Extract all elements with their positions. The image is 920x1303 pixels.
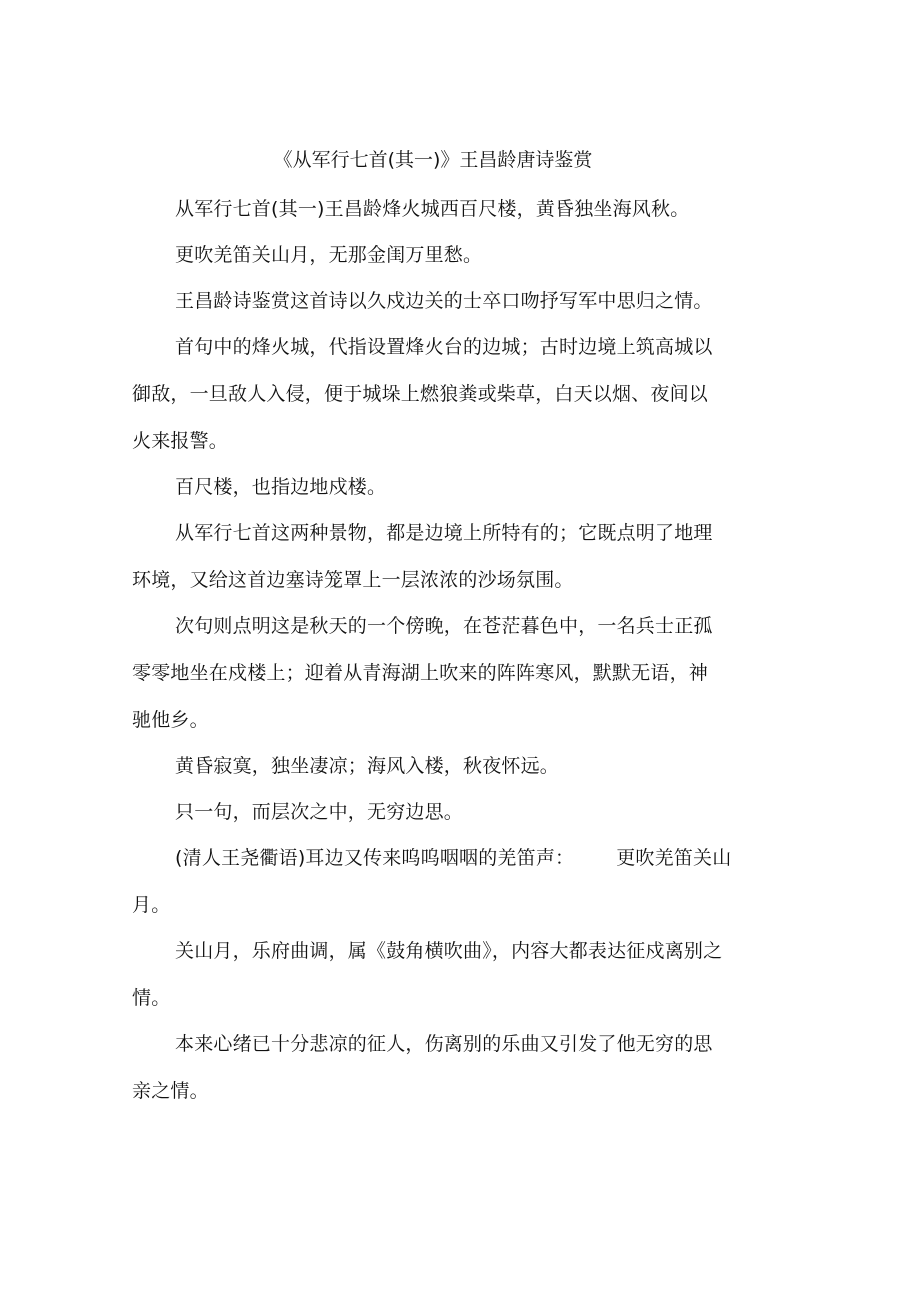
document-title: 《从军行七首(其一)》王昌龄唐诗鉴赏 <box>273 149 593 171</box>
paragraph-12 <box>132 1029 732 1106</box>
paragraph-line: 御敌，一旦敌人入侵，便于城垛上燃狼粪或柴草，白天以烟、夜间以 <box>132 383 709 405</box>
paragraph-line: 火来报警。 <box>132 430 229 452</box>
paragraph-line: 零零地坐在戍楼上；迎着从青海湖上吹来的阵阵寒风，默默无语，神 <box>132 662 709 684</box>
paragraph-line: 从军行七首这两种景物，都是边境上所特有的；它既点明了地理 <box>175 522 713 544</box>
paragraph-line: 次句则点明这是秋天的一个傍晚，在苍茫暮色中，一名兵士正孤 <box>175 615 713 637</box>
paragraph-line: 月。 <box>132 894 171 916</box>
paragraph-line <box>132 843 732 873</box>
paragraph-line: 更吹羌笛关山月，无那金闺万里愁。 <box>175 244 483 266</box>
paragraph-line: 亲之情。 <box>132 1080 209 1102</box>
paragraph-text: (清人王尧衢语)耳边又传来呜呜咽咽的羌笛声： <box>175 847 575 869</box>
paragraph-9 <box>132 797 732 827</box>
paragraph-4 <box>132 332 732 456</box>
paragraph-10 <box>132 843 732 920</box>
paragraph-line: 只一句，而层次之中，无穷边思。 <box>175 801 464 823</box>
paragraph-11 <box>132 936 732 1013</box>
paragraph-5 <box>132 472 732 502</box>
paragraph-line: 关山月，乐府曲调，属《鼓角横吹曲》，内容大都表达征戍离别之 <box>175 940 723 962</box>
paragraph-1 <box>132 194 732 224</box>
paragraph-8 <box>132 751 732 781</box>
paragraph-line: 情。 <box>132 987 171 1009</box>
paragraph-line: 从军行七首(其一)王昌龄烽火城西百尺楼，黄昏独坐海风秋。 <box>175 198 690 220</box>
paragraph-line: 本来心绪已十分悲凉的征人，伤离别的乐曲又引发了他无穷的思 <box>175 1033 713 1055</box>
paragraph-6 <box>132 518 732 595</box>
paragraph-line: 黄昏寂寞，独坐凄凉；海风入楼，秋夜怀远。 <box>175 755 560 777</box>
paragraph-2 <box>132 240 732 270</box>
paragraph-line: 首句中的烽火城，代指设置烽火台的边城；古时边境上筑高城以 <box>175 336 713 358</box>
paragraph-line: 驰他乡。 <box>132 709 209 731</box>
quoted-verse: 更吹羌笛关山 <box>616 847 732 869</box>
paragraph-3 <box>132 286 732 316</box>
document-body <box>132 194 732 1122</box>
paragraph-7 <box>132 611 732 735</box>
paragraph-line: 环境，又给这首边塞诗笼罩上一层浓浓的沙场氛围。 <box>132 569 574 591</box>
paragraph-line: 百尺楼，也指边地戍楼。 <box>175 476 387 498</box>
paragraph-line: 王昌龄诗鉴赏这首诗以久戍边关的士卒口吻抒写军中思归之情。 <box>175 290 713 312</box>
